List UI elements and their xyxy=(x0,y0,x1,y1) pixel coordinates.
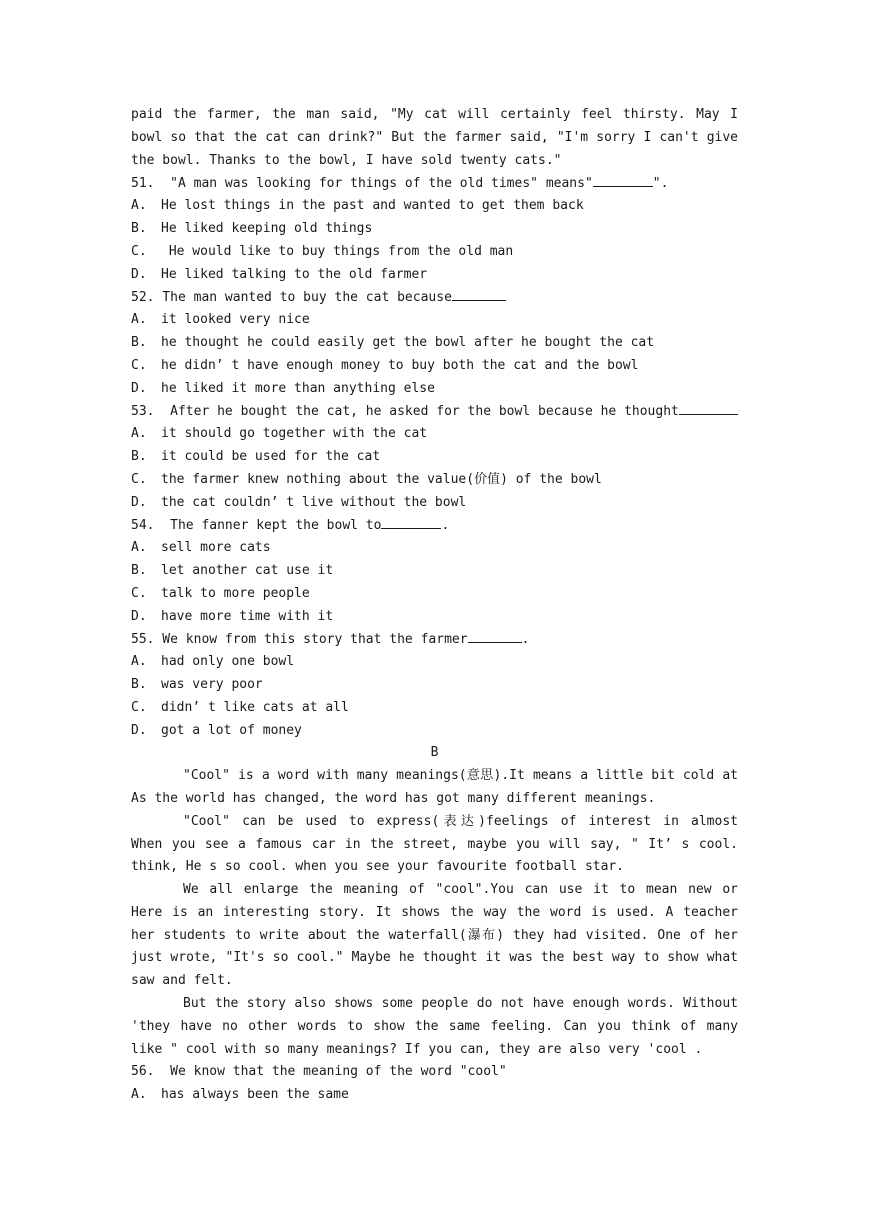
answer-blank xyxy=(468,628,522,643)
paragraph-line: think, He s so cool. when you see your favourite football star. xyxy=(131,859,625,875)
question-51 xyxy=(131,172,738,286)
question-53 xyxy=(131,400,738,514)
paragraph-line: 'they have no other words to show the same feeling. Can you think of many xyxy=(131,1018,738,1034)
question-52 xyxy=(131,286,738,400)
answer-blank xyxy=(679,400,738,415)
question-stem: 56. We know that the meaning of the word "cool" xyxy=(131,1064,507,1080)
option-c: C. he didn’ t have enough money to buy both the cat and the bowl xyxy=(131,357,639,373)
option-c: C. talk to more people xyxy=(131,585,310,601)
option-d: D. he liked it more than anything else xyxy=(131,380,435,396)
option-b: B. it could be used for the cat xyxy=(131,448,381,464)
option-c: C. the farmer knew nothing about the value(价值) of the bowl xyxy=(131,471,602,487)
paragraph-line: As the world has changed, the word has got many different meanings. xyxy=(131,790,656,806)
option-b: B. let another cat use it xyxy=(131,562,334,578)
question-stem: 51. "A man was looking for things of the old times" means" ". xyxy=(131,172,738,195)
paragraph-line: like " cool with so many meanings? If you can, they are also very 'cool . xyxy=(131,1041,703,1057)
answer-blank xyxy=(593,172,653,187)
text-line: the bowl. Thanks to the bowl, I have sold twenty cats." xyxy=(131,152,562,168)
question-stem: 53. After he bought the cat, he asked for the bowl because he thought xyxy=(131,400,738,423)
question-stem: 52. The man wanted to buy the cat because xyxy=(131,286,738,309)
option-d: D. have more time with it xyxy=(131,608,334,624)
option-a: A. it looked very nice xyxy=(131,312,310,328)
option-b: B. was very poor xyxy=(131,676,263,692)
option-b: B. He liked keeping old things xyxy=(131,220,373,236)
option-c: C. didn’ t like cats at all xyxy=(131,699,349,715)
option-a: A. He lost things in the past and wanted to get them back xyxy=(131,198,584,214)
option-a: A. has always been the same xyxy=(131,1087,349,1103)
paragraph-line: just wrote, "It's so cool." Maybe he thought it was the best way to show what xyxy=(131,950,738,966)
paragraph-line: saw and felt. xyxy=(131,973,233,989)
option-a: A. it should go together with the cat xyxy=(131,426,428,442)
text-line: bowl so that the cat can drink?" But the farmer said, "I'm sorry I can't give xyxy=(131,129,738,145)
paragraph-line: But the story also shows some people do not have enough words. Without xyxy=(183,996,738,1012)
option-b: B. he thought he could easily get the bowl after he bought the cat xyxy=(131,334,655,350)
option-d: D. got a lot of money xyxy=(131,722,302,738)
document-page xyxy=(131,104,738,1107)
paragraph-line: "Cool" is a word with many meanings(意思).It means a little bit cold at xyxy=(183,768,738,784)
option-d: D. He liked talking to the old farmer xyxy=(131,266,428,282)
question-stem: 55. We know from this story that the farmer . xyxy=(131,628,738,651)
option-a: A. sell more cats xyxy=(131,540,271,556)
paragraph-line: her students to write about the waterfall(瀑布) they had visited. One of her xyxy=(131,927,738,943)
paragraph-line: "Cool" can be used to express(表达)feelings of interest in almost xyxy=(183,813,738,829)
question-55 xyxy=(131,628,738,742)
answer-blank xyxy=(452,286,506,301)
paragraph-line: We all enlarge the meaning of "cool".You can use it to mean new or xyxy=(183,882,738,898)
answer-blank xyxy=(381,514,441,529)
option-a: A. had only one bowl xyxy=(131,654,295,670)
paragraph-line: When you see a famous car in the street, maybe you will say, " It’ s cool. xyxy=(131,836,738,852)
option-c: C. He would like to buy things from the old man xyxy=(131,243,514,259)
paragraph-line: Here is an interesting story. It shows the way the word is used. A teacher xyxy=(131,904,738,920)
text-line: paid the farmer, the man said, "My cat will certainly feel thirsty. May I xyxy=(131,107,738,122)
question-54 xyxy=(131,514,738,628)
section-heading: B xyxy=(430,745,439,761)
passage-a-ending xyxy=(131,104,738,172)
question-stem: 54. The fanner kept the bowl to . xyxy=(131,514,738,537)
option-d: D. the cat couldn’ t live without the bowl xyxy=(131,494,467,510)
question-56 xyxy=(131,1061,738,1107)
passage-b xyxy=(131,765,738,1061)
